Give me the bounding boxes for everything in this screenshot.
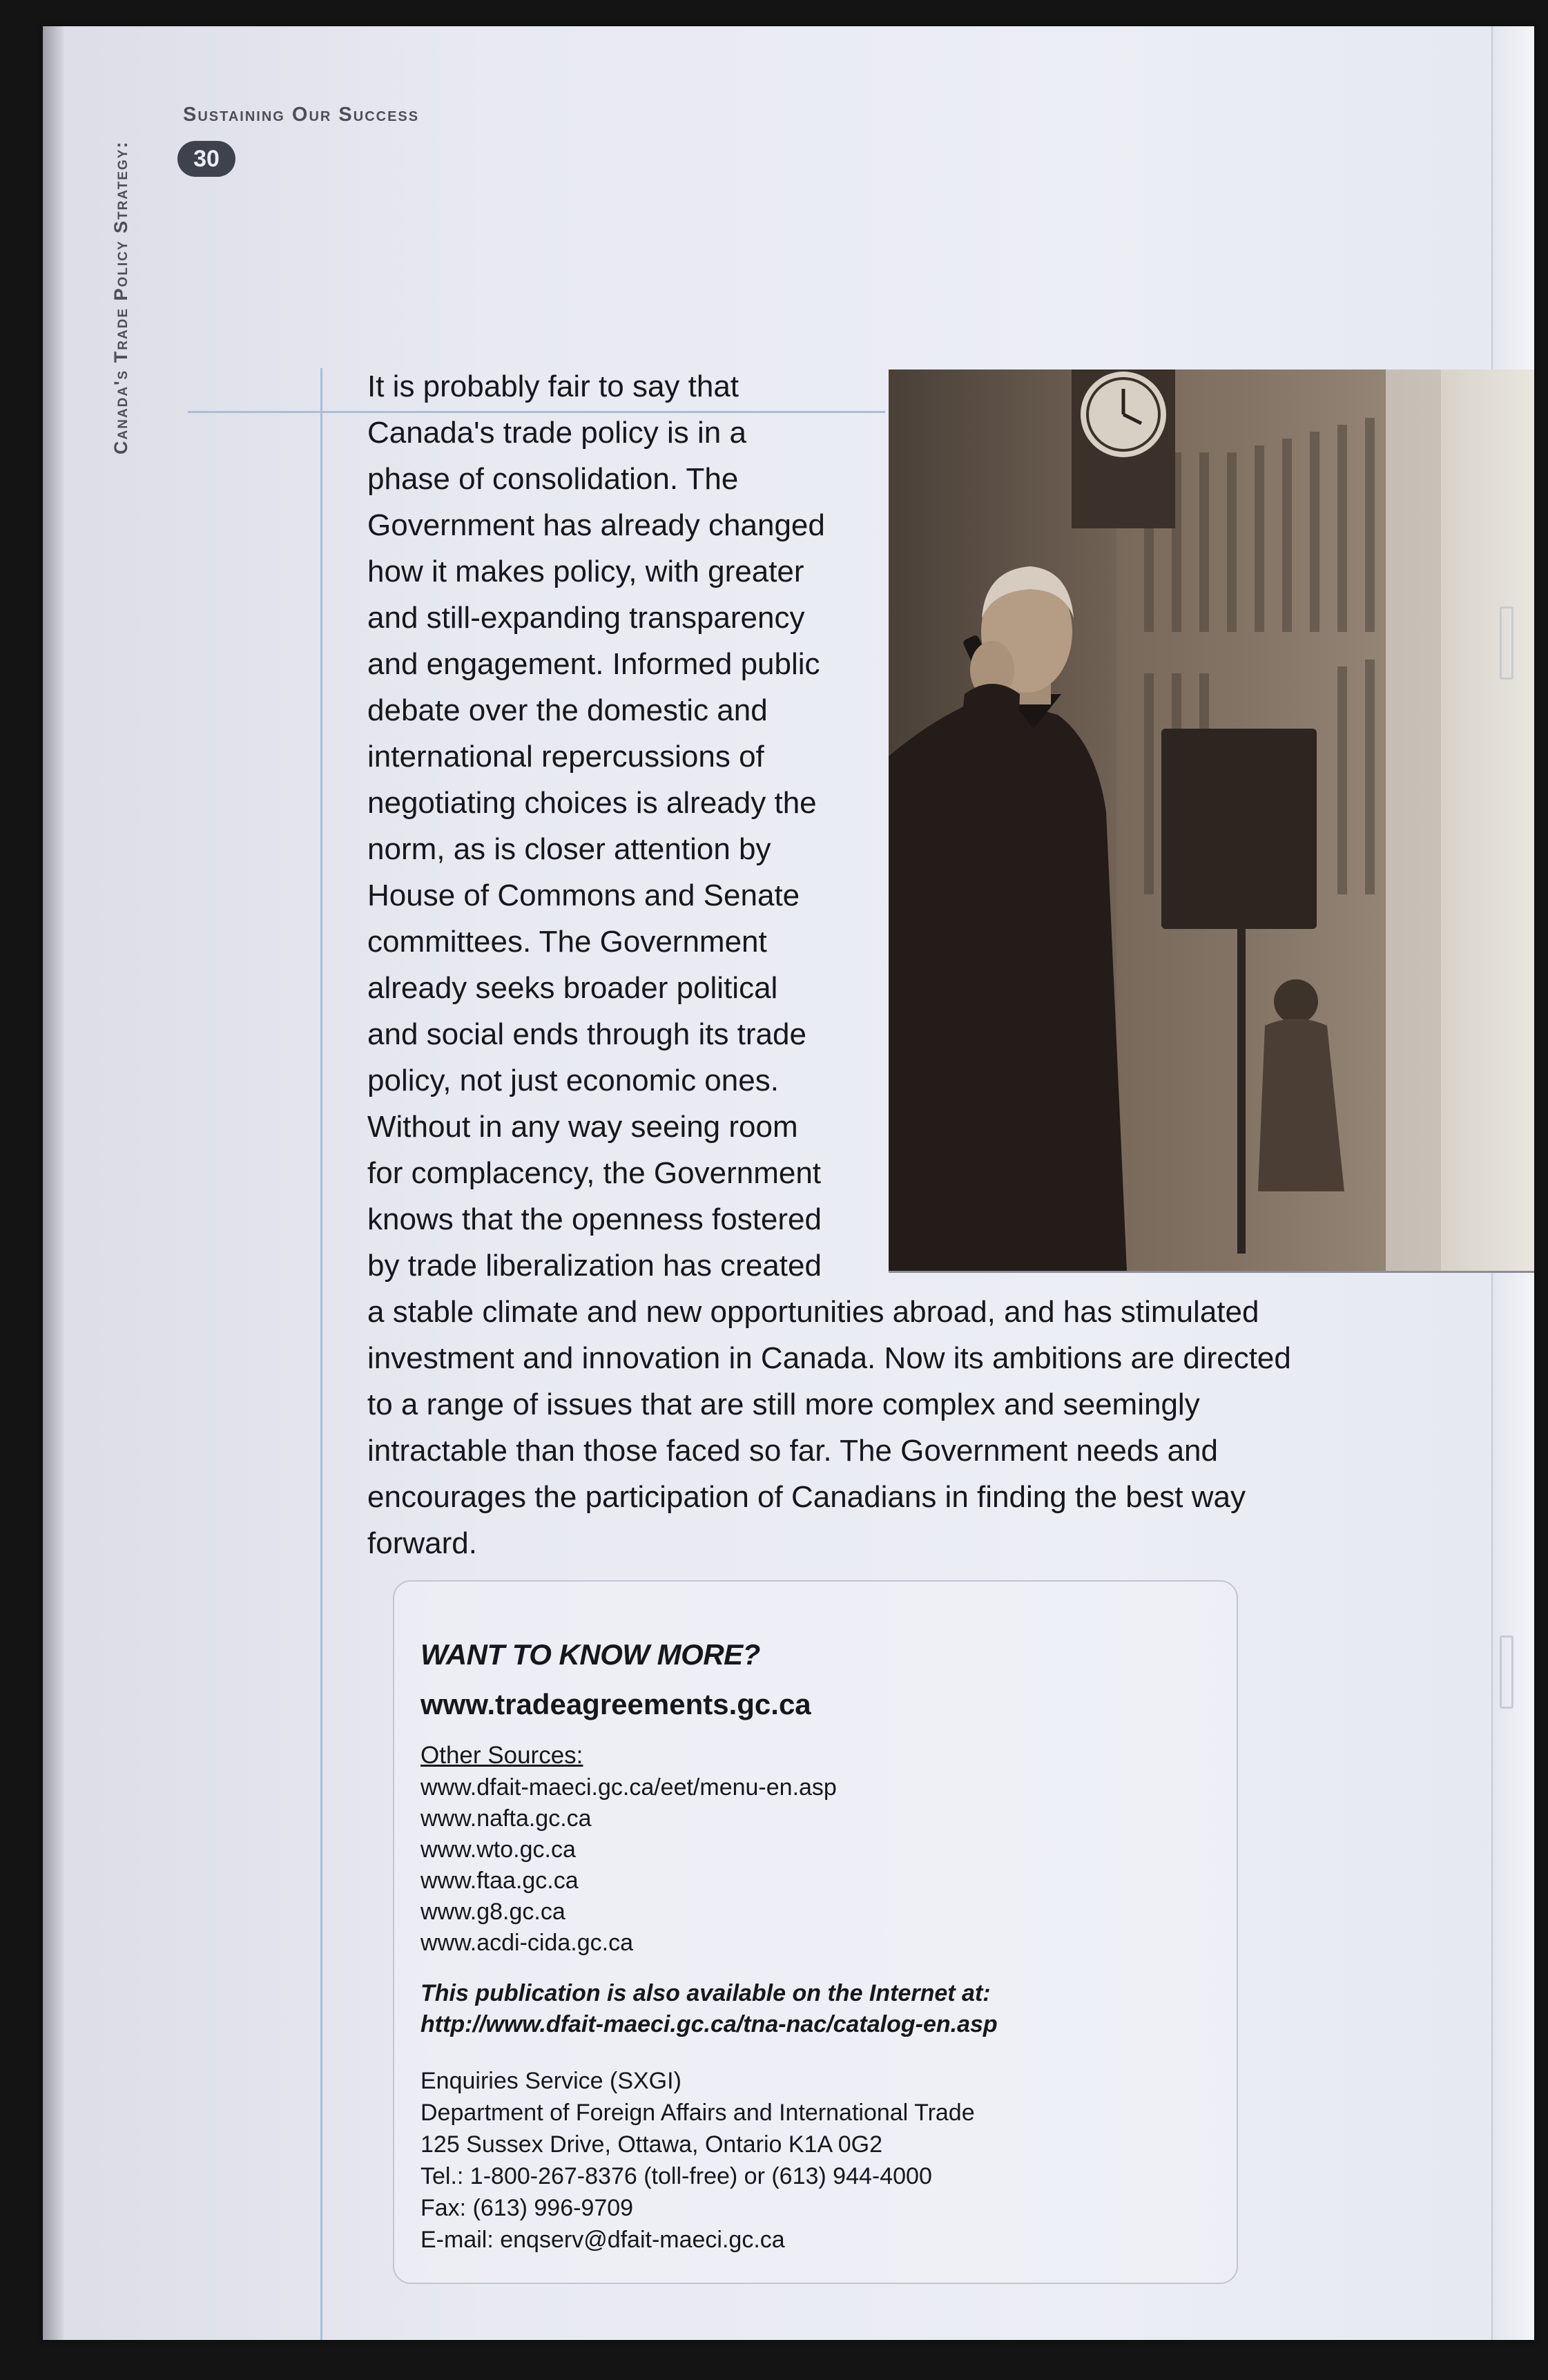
- series-title: Sustaining Our Success: [183, 104, 420, 126]
- other-sources-label: Other Sources:: [420, 1742, 583, 1769]
- internet-availability-note: [420, 1978, 1216, 2040]
- vertical-rule: [320, 368, 322, 2340]
- source-link[interactable]: www.acdi-cida.gc.ca: [420, 1930, 634, 1956]
- contact-address: 125 Sussex Drive, Ottawa, Ontario K1A 0G2: [420, 2131, 882, 2158]
- contact-telephone: Tel.: 1-800-267-8376 (toll-free) or (613) 944-4000: [420, 2163, 932, 2189]
- infobox-heading: WANT TO KNOW MORE?: [420, 1638, 760, 1671]
- source-link[interactable]: www.g8.gc.ca: [420, 1899, 565, 1925]
- body-paragraph: It is probably fair to say that Canada's trade policy is in a phase of consolidation. The Government has already changed how it makes policy, with greater and still-expanding transparency and engagement. Informed public debate over the domestic and international repercussions of negotiating choices is already the norm, as is closer attention by House of Commons and Senate committees. The Government already seeks broader political and social ends through its trade policy, not just economic ones. Without in any way seeing room for complacency, the Government knows that the openness fostered by trade liberalization has created a stable climate and new opportunities abroad, and has stimulated investment and innovation in Canada. Now its ambitions are directed to a range of issues that are still more complex and seemingly intractable than those faced so far. The Government needs and encourages the participation of Canadians in finding the best way forward.: [367, 370, 1291, 1560]
- contact-block: [420, 2065, 1216, 2256]
- side-title: Canada's Trade Policy Strategy:: [110, 140, 131, 454]
- availability-text: This publication is also available on the Internet at:: [420, 1980, 991, 2006]
- contact-service: Enquiries Service (SXGI): [420, 2068, 681, 2094]
- main-website-link[interactable]: www.tradeagreements.gc.ca: [420, 1688, 811, 1720]
- source-link[interactable]: www.wto.gc.ca: [420, 1836, 576, 1863]
- staple-bottom: [1500, 1635, 1513, 1709]
- document-page: [43, 26, 1534, 2340]
- contact-fax: Fax: (613) 996-9709: [420, 2195, 634, 2221]
- staple-top: [1500, 606, 1513, 680]
- source-link[interactable]: www.nafta.gc.ca: [420, 1805, 592, 1832]
- catalog-link[interactable]: http://www.dfait-maeci.gc.ca/tna-nac/catalog-en.asp: [420, 2011, 998, 2037]
- source-links-list: [420, 1772, 1216, 1959]
- contact-email[interactable]: E-mail: enqserv@dfait-maeci.gc.ca: [420, 2227, 785, 2253]
- contact-department: Department of Foreign Affairs and International Trade: [420, 2100, 975, 2126]
- want-to-know-more-box: [393, 1580, 1238, 2284]
- source-link[interactable]: www.ftaa.gc.ca: [420, 1868, 579, 1894]
- page-number-badge: 30: [177, 141, 235, 177]
- source-link[interactable]: www.dfait-maeci.gc.ca/eet/menu-en.asp: [420, 1774, 837, 1801]
- page-edge: [43, 26, 64, 2340]
